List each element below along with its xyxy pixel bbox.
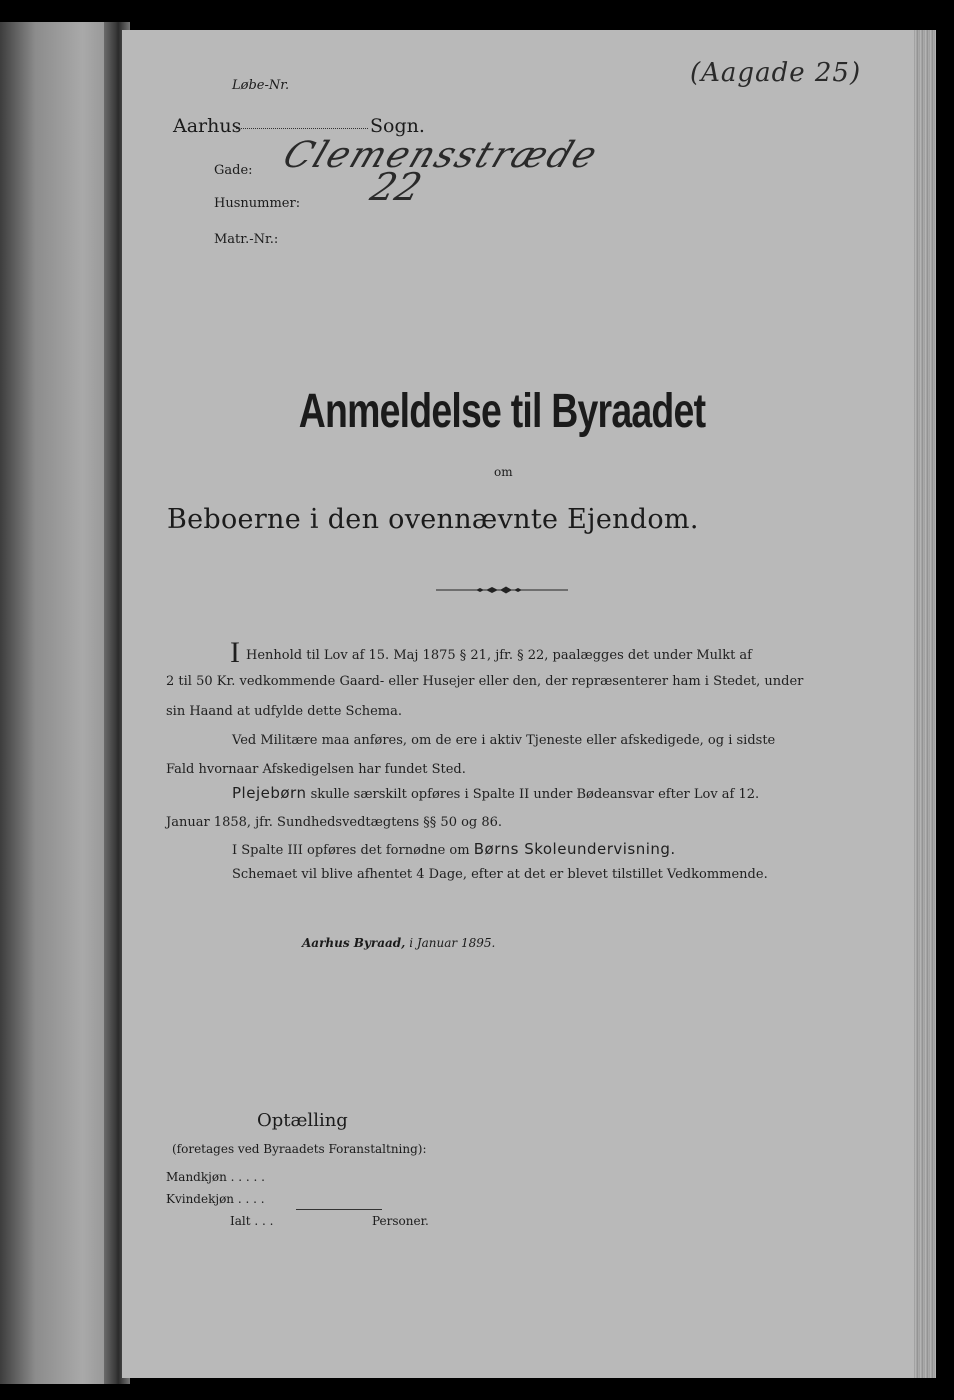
previous-page-edge — [0, 22, 118, 1384]
husnummer-label: Husnummer: — [214, 196, 301, 211]
plejeborn-emphasis: Plejebørn — [232, 784, 307, 802]
paragraph-2-line-1: Ved Militære maa anføres, om de ere i aktiv Tjeneste eller afskedigede, og i sidste — [232, 733, 776, 748]
signature-line: Aarhus Byraad, i Januar 1895. — [302, 936, 496, 950]
count-note: (foretages ved Byraadets Foranstaltning): — [172, 1142, 427, 1156]
handwritten-street-name: Clemensstræde — [277, 135, 605, 176]
sum-line — [296, 1209, 382, 1210]
document-title: Anmeldelse til Byraadet — [298, 385, 706, 438]
title-om: om — [494, 465, 513, 479]
mandkjon-label: Mandkjøn . . . . . — [166, 1170, 265, 1184]
paragraph-3-line-1: Plejebørn skulle særskilt opføres i Spalte II under Bødeansvar efter Lov af 12. — [232, 784, 760, 802]
ornament-divider — [436, 584, 568, 596]
ialt-label: Ialt . . . — [230, 1214, 274, 1228]
document-subtitle: Beboerne i den ovennævnte Ejendom. — [167, 504, 699, 535]
paragraph-5: Schemaet vil blive afhentet 4 Dage, efter at det er blevet tilstillet Vedkommende. — [232, 867, 768, 882]
paragraph-2-line-2: Fald hvornaar Afskedigelsen har fundet Sted. — [166, 762, 466, 777]
aarhus-label: Aarhus — [173, 115, 242, 137]
paragraph-3-line-2: Januar 1858, jfr. Sundhedsvedtægtens §§ 50 og 86. — [166, 815, 503, 830]
paragraph-1-line-3: sin Haand at udfylde dette Schema. — [166, 704, 403, 719]
handwritten-address-note: (Aagade 25) — [690, 58, 862, 88]
sogn-dotted-line — [236, 128, 368, 129]
count-title: Optælling — [257, 1110, 348, 1131]
gade-label: Gade: — [214, 163, 253, 178]
paragraph-1-line-1: I Henhold til Lov af 15. Maj 1875 § 21, jfr. § 22, paalægges det under Mulkt af — [230, 636, 752, 669]
paragraph-1-line-2: 2 til 50 Kr. vedkommende Gaard- eller Husejer eller den, der repræsenterer ham i Stedet, under — [166, 674, 804, 689]
page-stack-edges — [914, 30, 936, 1378]
sogn-label: Sogn. — [370, 115, 425, 137]
drop-initial: I — [230, 636, 240, 669]
matr-nr-label: Matr.-Nr.: — [214, 232, 279, 247]
loebe-nr-label: Løbe-Nr. — [232, 78, 290, 93]
kvindekjon-label: Kvindekjøn . . . . — [166, 1192, 265, 1206]
paragraph-4: I Spalte III opføres det fornødne om Børns Skoleundervisning. — [232, 840, 676, 858]
handwritten-house-number: 22 — [366, 165, 427, 209]
skoleundervisning-emphasis: Børns Skoleundervisning. — [473, 840, 676, 858]
personer-label: Personer. — [372, 1214, 429, 1228]
